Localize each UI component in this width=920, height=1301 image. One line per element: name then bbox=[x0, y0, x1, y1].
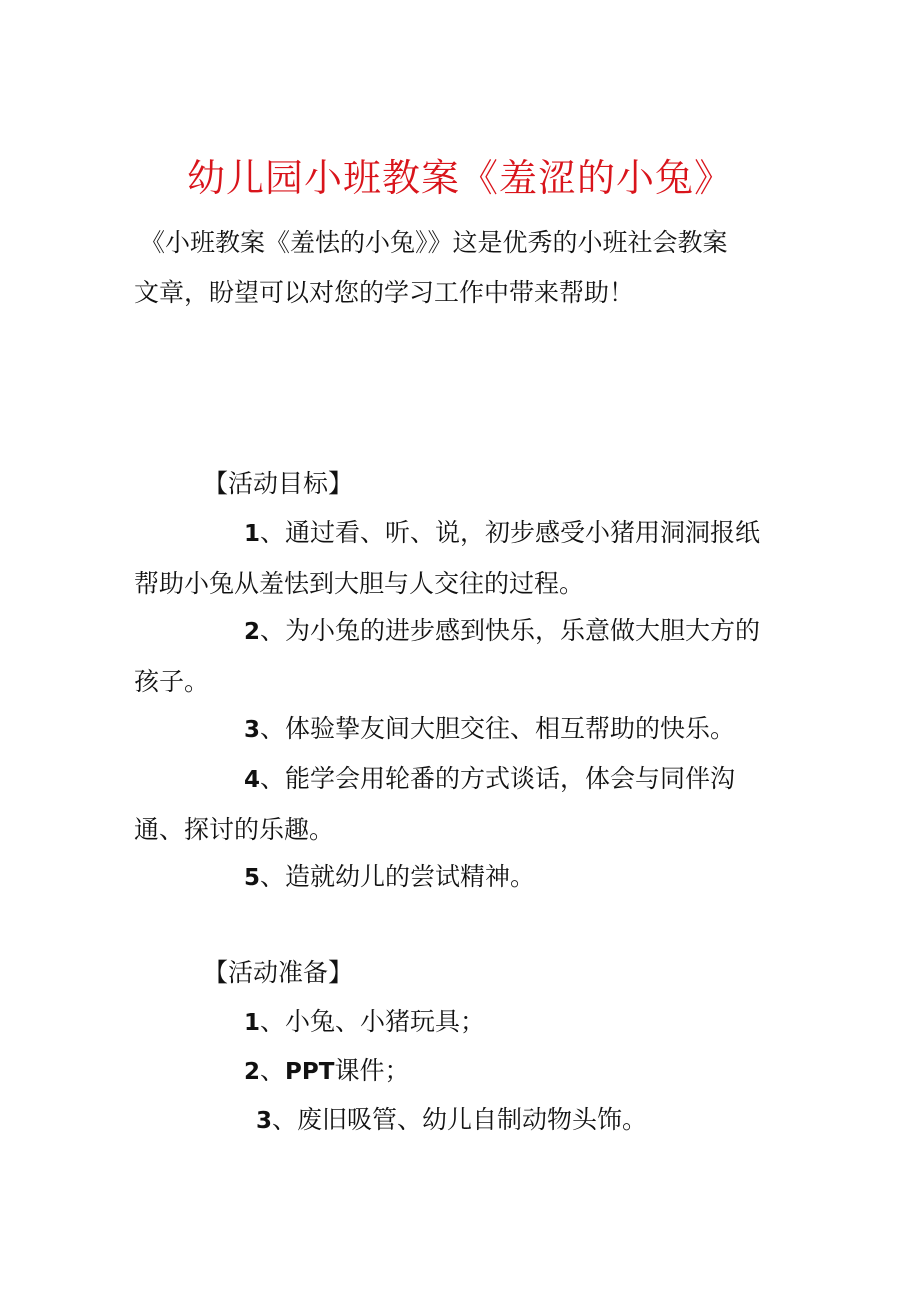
goal-item-line bbox=[134, 606, 794, 657]
goal-item-line bbox=[134, 704, 794, 755]
goal-number: 5 bbox=[244, 865, 261, 891]
goal-text: 、为小兔的进步感到快乐，乐意做大胆大方的 bbox=[260, 616, 761, 645]
goal-item-line bbox=[134, 508, 794, 559]
goal-item bbox=[134, 852, 794, 903]
prep-item-line bbox=[134, 1095, 794, 1146]
goal-item-line bbox=[134, 852, 794, 903]
intro-paragraph bbox=[134, 218, 794, 318]
prep-number: 2 bbox=[244, 1059, 261, 1085]
prep-item-line bbox=[134, 1046, 794, 1097]
prep-item-line bbox=[134, 997, 794, 1048]
goal-number: 4 bbox=[244, 767, 261, 793]
prep-text: 课件； bbox=[334, 1056, 410, 1085]
goal-item bbox=[134, 606, 794, 707]
prep-separator: 、 bbox=[260, 1056, 286, 1085]
goal-item-line bbox=[134, 754, 794, 805]
prep-text: 、小兔、小猪玩具； bbox=[260, 1007, 486, 1036]
goal-item bbox=[134, 754, 794, 855]
prep-text: 、废旧吸管、幼儿自制动物头饰。 bbox=[272, 1105, 648, 1134]
goal-item-line: 帮助小兔从羞怯到大胆与人交往的过程。 bbox=[134, 569, 585, 598]
prep-item bbox=[134, 1095, 794, 1146]
goals-heading: 【活动目标】 bbox=[203, 469, 354, 498]
goal-text: 、造就幼儿的尝试精神。 bbox=[260, 862, 536, 891]
goal-number: 2 bbox=[244, 619, 261, 645]
goal-text: 、通过看、听、说，初步感受小猪用洞洞报纸 bbox=[260, 518, 761, 547]
goal-text: 、体验挚友间大胆交往、相互帮助的快乐。 bbox=[260, 714, 736, 743]
prep-heading: 【活动准备】 bbox=[203, 958, 354, 987]
intro-line: 文章，盼望可以对您的学习工作中带来帮助！ bbox=[134, 278, 635, 307]
goal-item bbox=[134, 704, 794, 755]
document-title: 幼儿园小班教案《羞涩的小兔》 bbox=[186, 156, 733, 200]
prep-item bbox=[134, 997, 794, 1048]
intro-line: 《小班教案《羞怯的小兔》》这是优秀的小班社会教案 bbox=[140, 228, 728, 257]
prep-number: 1 bbox=[244, 1010, 261, 1036]
prep-item bbox=[134, 1046, 794, 1097]
goal-item bbox=[134, 508, 794, 609]
goal-text: 、能学会用轮番的方式谈话，体会与同伴沟 bbox=[260, 764, 736, 793]
goal-item-line: 孩子。 bbox=[134, 667, 210, 696]
goal-number: 1 bbox=[244, 521, 261, 547]
prep-bold-term: PPT bbox=[285, 1059, 335, 1085]
prep-number: 3 bbox=[256, 1108, 273, 1134]
goal-number: 3 bbox=[244, 717, 261, 743]
goal-item-line: 通、探讨的乐趣。 bbox=[134, 815, 335, 844]
